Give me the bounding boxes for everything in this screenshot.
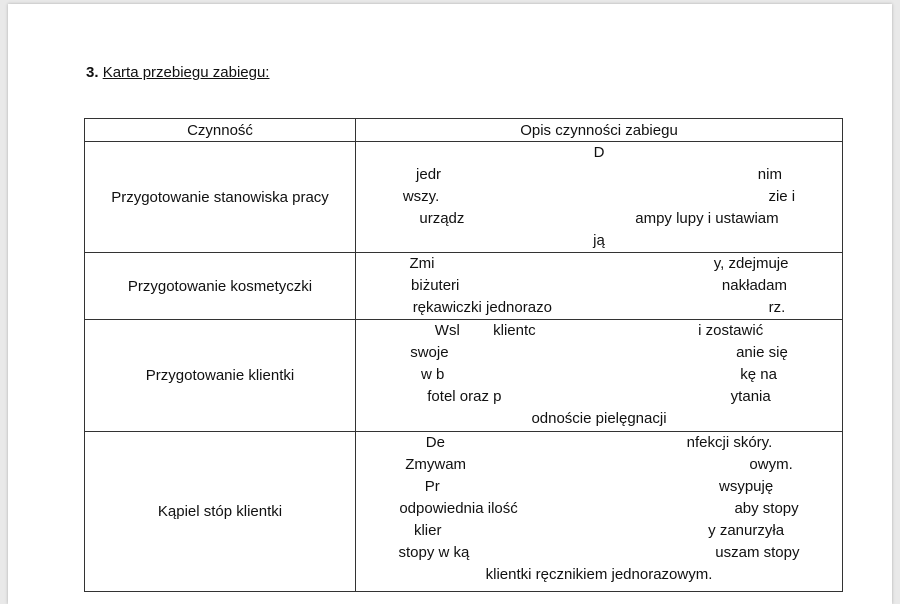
column-header-activity: Czynność — [85, 119, 356, 142]
row-label: Przygotowanie kosmetyczki — [85, 253, 356, 320]
section-title: Karta przebiegu zabiegu: — [102, 64, 270, 81]
description-line: ją — [593, 232, 605, 249]
row-description — [356, 432, 843, 592]
description-line: Pr wsypuję — [424, 478, 774, 495]
description-line: w b kę na — [421, 366, 777, 383]
description-line: odnoście pielęgnacji — [531, 410, 667, 427]
table-header-row — [85, 119, 843, 142]
row-label: Przygotowanie stanowiska pracy — [85, 142, 356, 253]
description-line: rękawiczki jednorazo rz. — [412, 299, 786, 316]
description-line: fotel oraz p ytania — [427, 388, 771, 405]
table-row — [85, 142, 843, 253]
description-line: urządz ampy lupy i ustawiam — [419, 210, 779, 227]
description-line: biżuteri nakładam — [411, 277, 787, 294]
description-line: De nfekcji skóry. — [425, 434, 773, 451]
table-row — [85, 432, 843, 592]
description-line: odpowiednia ilość aby stopy — [399, 500, 799, 517]
row-description — [356, 253, 843, 320]
section-number: 3. — [86, 64, 99, 81]
description-line: Zmywam owym. — [405, 456, 793, 473]
description-line: wszy. zie i — [402, 188, 796, 205]
row-description — [356, 142, 843, 253]
row-label: Kąpiel stóp klientki — [85, 432, 356, 592]
description-line: klier y zanurzyła — [413, 522, 785, 539]
section-heading — [86, 64, 269, 81]
description-line: Zmi y, zdejmuje — [409, 255, 789, 272]
description-line: stopy w ką uszam stopy — [398, 544, 800, 561]
description-line: D — [593, 144, 605, 161]
description-line: Wsl klientc i zostawić — [434, 322, 764, 339]
procedure-table — [84, 118, 843, 592]
row-label: Przygotowanie klientki — [85, 320, 356, 432]
description-line: swoje anie się — [410, 344, 788, 361]
description-line: klientki ręcznikiem jednorazowym. — [485, 566, 713, 583]
table-row — [85, 320, 843, 432]
row-description — [356, 320, 843, 432]
document-page — [8, 4, 892, 604]
description-line: jedr nim — [416, 166, 782, 183]
table-row — [85, 253, 843, 320]
column-header-description: Opis czynności zabiegu — [356, 119, 843, 142]
